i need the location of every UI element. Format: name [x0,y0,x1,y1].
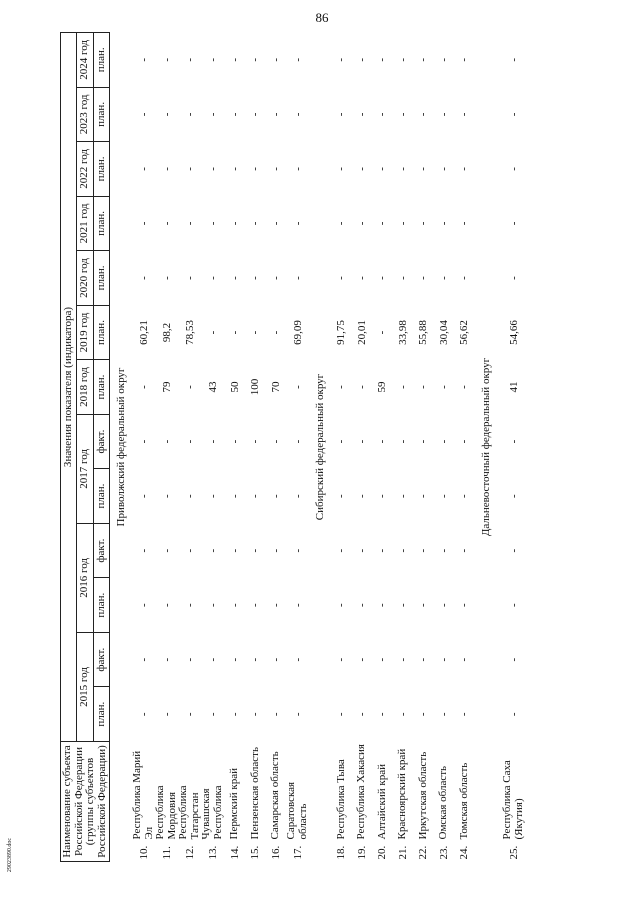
header-year: 2021 год [77,196,93,251]
page-number: 86 [315,10,329,25]
value-cell: - [291,221,304,226]
value-cell: - [228,494,241,498]
region-name: Иркутская область [416,751,429,840]
header-year: 2020 год [77,251,93,306]
table-row [352,33,373,862]
value-cell: 70 [269,381,282,393]
region-name: Пермский край [228,768,241,840]
value-cell: 30,04 [437,320,450,345]
table-row [413,33,434,862]
value-cell: - [183,548,196,553]
value-cell: - [437,657,450,662]
table-row [155,33,178,862]
value-cell: - [417,494,430,498]
row-number: 12. [183,845,196,860]
value-cell: - [249,221,262,226]
value-cell: - [160,221,173,226]
value-cell: - [249,494,262,498]
value-cell: - [291,276,304,280]
value-cell: - [335,548,348,553]
value-cell: - [396,494,409,498]
value-cell: 98,2 [160,322,173,343]
table-row [331,33,352,862]
value-cell: - [335,494,348,498]
value-cell: - [507,603,520,607]
row-number: 14. [228,845,241,860]
value-cell: - [458,167,471,171]
value-cell: - [458,57,471,62]
value-cell: 79 [160,381,173,393]
value-cell: - [396,712,409,717]
value-cell: - [207,657,220,662]
region-name: Саратовская область [285,781,309,840]
header-values-group: Значения показателя (индикатора) [61,33,77,742]
value-cell: - [437,439,450,444]
row-number: 19. [355,845,368,860]
value-cell: - [183,385,196,389]
value-cell: - [249,603,262,607]
value-cell: - [458,221,471,226]
value-cell: - [207,221,220,226]
value-cell: - [207,112,220,117]
value-cell: - [437,494,450,498]
value-cell: - [355,276,368,280]
header-plan: план. [93,305,109,360]
value-cell: - [269,276,282,280]
value-cell: - [160,494,173,498]
header-fact: факт. [93,414,109,469]
region-name: Республика Марий Эл [131,750,155,840]
value-cell: - [355,167,368,171]
value-cell: - [137,385,150,389]
value-cell: - [335,276,348,280]
value-cell: - [183,439,196,444]
row-number: 11. [160,846,173,860]
value-cell: - [355,494,368,498]
header-year: 2023 год [77,87,93,142]
value-cell: - [291,112,304,117]
value-cell: - [335,57,348,62]
region-name: Республика Тыва [334,759,347,840]
value-cell: - [207,712,220,717]
value-cell: - [249,57,262,62]
header-year: 2024 год [77,33,93,88]
value-cell: - [437,221,450,226]
value-cell: - [376,657,389,662]
value-cell: - [507,548,520,553]
value-cell: 55,88 [417,320,430,345]
value-cell: - [376,712,389,717]
value-cell: - [269,657,282,662]
value-cell: - [228,712,241,717]
value-cell: - [160,112,173,117]
value-cell: - [396,439,409,444]
value-cell: - [437,385,450,389]
value-cell: - [417,112,430,117]
value-cell: - [335,603,348,607]
value-cell: - [249,548,262,553]
value-cell: 43 [207,381,220,393]
region-name: Омская область [437,765,450,840]
value-cell: 56,62 [458,320,471,345]
header-plan: план. [93,360,109,415]
value-cell: - [137,57,150,62]
value-cell: - [355,548,368,553]
value-cell: - [160,57,173,62]
value-cell: - [376,548,389,553]
value-cell: - [269,167,282,171]
row-number: 25. [507,845,520,860]
value-cell: - [183,167,196,171]
value-cell: 41 [507,381,520,393]
value-cell: - [437,603,450,607]
value-cell: - [137,276,150,280]
value-cell: - [396,603,409,607]
value-cell: 78,53 [183,320,196,345]
value-cell: - [291,57,304,62]
value-cell: - [207,276,220,280]
row-number: 17. [291,845,304,860]
value-cell: - [137,603,150,607]
value-cell: - [183,712,196,717]
table-row [372,33,393,862]
table-row [286,33,309,862]
value-cell: - [335,112,348,117]
value-cell: - [437,57,450,62]
value-cell: - [183,603,196,607]
header-plan: план. [93,87,109,142]
header-year: 2022 год [77,142,93,197]
value-cell: - [137,439,150,444]
value-cell: - [417,657,430,662]
value-cell: - [291,439,304,444]
value-cell: - [137,221,150,226]
value-cell: - [507,112,520,117]
value-cell: - [417,385,430,389]
value-cell: - [355,657,368,662]
row-number: 10. [137,845,150,860]
row-number: 15. [249,845,262,860]
header-plan: план. [93,251,109,306]
value-cell: - [207,548,220,553]
value-cell: - [507,439,520,444]
table-row [497,33,531,862]
value-cell: - [355,221,368,226]
value-cell: - [137,167,150,171]
value-cell: - [376,221,389,226]
value-cell: - [396,548,409,553]
region-name: Чувашская Республика [200,785,225,840]
value-cell: - [376,330,389,335]
value-cell: - [458,603,471,607]
value-cell: - [417,57,430,62]
value-cell: - [269,221,282,226]
value-cell: - [396,221,409,226]
value-cell: 59 [376,381,389,393]
value-cell: - [269,112,282,117]
value-cell: - [291,385,304,389]
value-cell: - [228,276,241,280]
value-cell: - [376,276,389,280]
value-cell: - [137,494,150,498]
value-cell: - [228,548,241,553]
value-cell: - [228,657,241,662]
region-name: Республика Саха (Якутия) [501,760,525,840]
section-title: Сибирский федеральный округ [314,373,327,521]
value-cell: - [335,167,348,171]
indicator-table [60,32,531,862]
value-cell: - [269,548,282,553]
value-cell: 33,98 [396,320,409,345]
value-cell: - [249,439,262,444]
value-cell: - [417,603,430,607]
value-cell: - [160,712,173,717]
value-cell: - [269,494,282,498]
value-cell: - [376,57,389,62]
value-cell: - [228,112,241,117]
value-cell: - [160,439,173,444]
table-row [201,33,224,862]
value-cell: - [396,112,409,117]
table-row [454,33,475,862]
region-name: Самарская область [269,751,282,840]
value-cell: - [417,439,430,444]
value-cell: - [207,57,220,62]
region-name: Республика Татарстан [177,785,201,840]
section-title: Приволжский федеральный округ [115,367,128,527]
value-cell: - [183,57,196,62]
value-cell: - [355,603,368,607]
value-cell: - [458,385,471,389]
region-name: Пензенская область [248,747,261,840]
value-cell: - [396,276,409,280]
table-body [110,33,531,862]
section-title: Дальневосточный федеральный округ [479,357,492,537]
table-row [132,33,155,862]
header-plan: план. [93,687,109,742]
rotated-table-container [60,32,628,862]
value-cell: - [507,57,520,62]
table-header [61,33,110,862]
value-cell: - [291,603,304,607]
value-cell: - [355,57,368,62]
header-fact: факт. [93,632,109,687]
value-cell: 69,09 [291,320,304,345]
value-cell: - [207,439,220,444]
header-year: 2019 год [77,305,93,360]
row-number: 16. [269,845,282,860]
value-cell: - [183,276,196,280]
row-number: 13. [207,845,220,860]
value-cell: - [417,548,430,553]
value-cell: - [458,712,471,717]
value-cell: - [396,167,409,171]
header-year: 2015 год [77,632,93,741]
value-cell: - [137,112,150,117]
value-cell: - [291,712,304,717]
value-cell: - [228,439,241,444]
value-cell: - [160,276,173,280]
region-name: Красноярский край [396,748,409,840]
value-cell: - [437,167,450,171]
value-cell: 100 [249,378,262,396]
value-cell: - [291,657,304,662]
row-number: 18. [335,845,348,860]
value-cell: 60,21 [137,320,150,345]
value-cell: - [355,385,368,389]
row-number: 22. [417,845,430,860]
value-cell: - [417,712,430,717]
region-name: Алтайский край [375,763,388,840]
value-cell: - [437,276,450,280]
value-cell: - [376,603,389,607]
value-cell: - [249,330,262,335]
header-plan: план. [93,142,109,197]
value-cell: - [507,276,520,280]
table-row [245,33,266,862]
row-number: 21. [396,845,409,860]
value-cell: - [183,494,196,498]
value-cell: - [335,221,348,226]
value-cell: - [207,494,220,498]
value-cell: - [228,167,241,171]
value-cell: - [417,167,430,171]
table-row [225,33,246,862]
region-name: Томская область [457,762,470,840]
table-row [393,33,414,862]
value-cell: - [183,657,196,662]
value-cell: - [249,276,262,280]
table-row [178,33,201,862]
value-cell: - [269,57,282,62]
row-number: 20. [376,845,389,860]
value-cell: - [269,330,282,335]
value-cell: - [507,221,520,226]
value-cell: - [417,221,430,226]
value-cell: - [269,712,282,717]
value-cell: - [183,221,196,226]
header-plan: план. [93,578,109,633]
value-cell: - [160,548,173,553]
value-cell: - [207,167,220,171]
value-cell: - [249,167,262,171]
value-cell: - [291,548,304,553]
value-cell: - [437,112,450,117]
header-year: 2018 год [77,360,93,415]
value-cell: - [228,603,241,607]
value-cell: - [417,276,430,280]
region-name: Республика Хакасия [355,744,368,840]
value-cell: - [335,385,348,389]
value-cell: - [507,494,520,498]
value-cell: - [355,712,368,717]
value-cell: - [376,167,389,171]
header-fact: факт. [93,523,109,578]
value-cell: 91,75 [335,320,348,345]
value-cell: - [291,167,304,171]
value-cell: - [458,439,471,444]
value-cell: - [137,548,150,553]
header-name-col: Наименование субъекта Российской Федерации (группы субъектов Российской Федерации) [61,741,110,861]
value-cell: - [507,167,520,171]
value-cell: - [355,439,368,444]
value-cell: - [291,494,304,498]
header-plan: план. [93,196,109,251]
value-cell: - [249,112,262,117]
value-cell: - [458,657,471,662]
value-cell: - [396,57,409,62]
value-cell: - [137,712,150,717]
value-cell: - [458,494,471,498]
value-cell: - [228,221,241,226]
value-cell: - [507,712,520,717]
value-cell: - [183,112,196,117]
header-plan: план. [93,33,109,88]
value-cell: 54,66 [507,320,520,345]
value-cell: - [396,657,409,662]
value-cell: - [335,657,348,662]
value-cell: - [207,330,220,335]
value-cell: 50 [228,381,241,393]
header-plan: план. [93,469,109,524]
header-year: 2017 год [77,414,93,523]
value-cell: - [437,548,450,553]
region-name: Республика Мордовия [154,785,178,840]
value-cell: - [228,330,241,335]
value-cell: - [269,439,282,444]
value-cell: - [396,385,409,389]
value-cell: - [249,657,262,662]
header-year: 2016 год [77,523,93,632]
value-cell: - [376,494,389,498]
value-cell: - [458,112,471,117]
value-cell: - [160,657,173,662]
value-cell: - [249,712,262,717]
value-cell: - [335,439,348,444]
value-cell: 20,01 [355,320,368,345]
value-cell: - [269,603,282,607]
value-cell: - [207,603,220,607]
value-cell: - [376,439,389,444]
value-cell: - [355,112,368,117]
row-number: 23. [437,845,450,860]
value-cell: - [160,167,173,171]
value-cell: - [137,657,150,662]
table-row [434,33,455,862]
value-cell: - [458,548,471,553]
value-cell: - [335,712,348,717]
value-cell: - [376,112,389,117]
value-cell: - [458,276,471,280]
value-cell: - [437,712,450,717]
table-row [266,33,287,862]
row-number: 24. [458,845,471,860]
footer-code: 29023890.doc [7,837,13,873]
value-cell: - [160,603,173,607]
value-cell: - [228,57,241,62]
value-cell: - [507,657,520,662]
